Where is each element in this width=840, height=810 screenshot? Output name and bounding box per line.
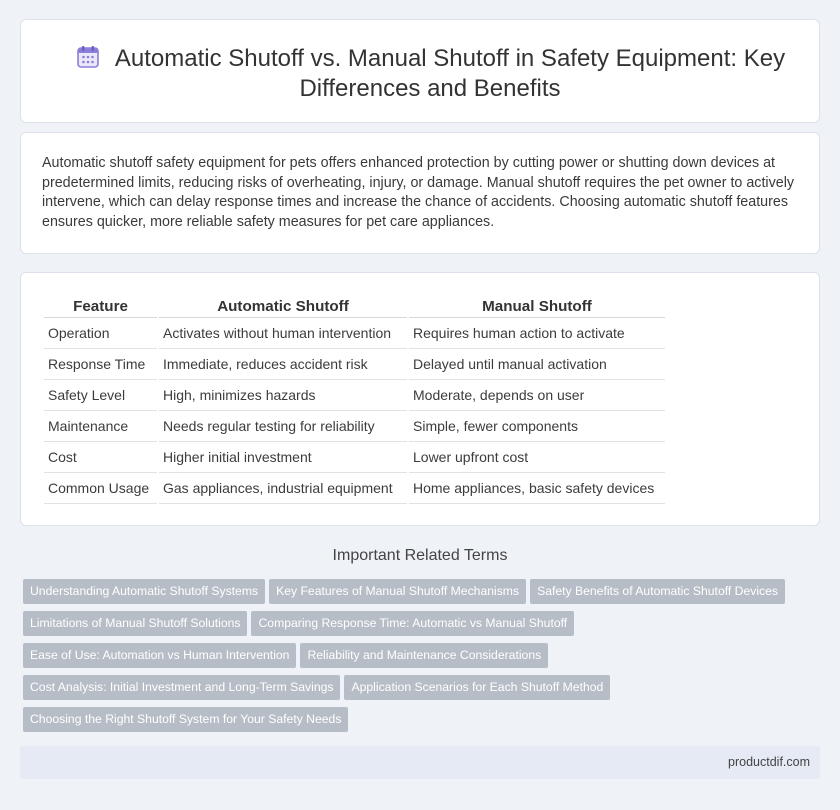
intro-paragraph: Automatic shutoff safety equipment for pets offers enhanced protection by cutting power or shutting down devices at predetermined limits, reducing risks of overheating, injury, or damage. Manual shutoff requires the pet owner to actively intervene, which can delay response times and increase the chance of accidents. Choosing automatic shutoff features ensures quicker, more reliable safety measures for pet care appliances. bbox=[42, 155, 795, 230]
table-cell: Cost bbox=[44, 442, 157, 473]
table-row bbox=[44, 442, 665, 473]
related-term-tag[interactable]: Safety Benefits of Automatic Shutoff Devices bbox=[530, 579, 785, 604]
table-cell: Home appliances, basic safety devices bbox=[409, 473, 665, 504]
table-cell: Requires human action to activate bbox=[409, 318, 665, 349]
related-term-tag[interactable]: Ease of Use: Automation vs Human Intervention bbox=[23, 643, 296, 668]
table-cell: Safety Level bbox=[44, 380, 157, 411]
footer-site-link[interactable]: productdif.com bbox=[728, 755, 810, 769]
table-row bbox=[44, 411, 665, 442]
table-cell: Moderate, depends on user bbox=[409, 380, 665, 411]
table-cell: Maintenance bbox=[44, 411, 157, 442]
related-term-tag[interactable]: Cost Analysis: Initial Investment and Long-Term Savings bbox=[23, 675, 340, 700]
related-term-tag[interactable]: Reliability and Maintenance Considerations bbox=[300, 643, 548, 668]
title-card bbox=[20, 19, 820, 123]
column-header: Automatic Shutoff bbox=[159, 296, 407, 318]
table-cell: Needs regular testing for reliability bbox=[159, 411, 407, 442]
related-term-tag[interactable]: Comparing Response Time: Automatic vs Manual Shutoff bbox=[251, 611, 574, 636]
table-row bbox=[44, 318, 665, 349]
intro-card bbox=[20, 132, 820, 254]
table-cell: High, minimizes hazards bbox=[159, 380, 407, 411]
table-cell: Higher initial investment bbox=[159, 442, 407, 473]
related-term-tag[interactable]: Limitations of Manual Shutoff Solutions bbox=[23, 611, 247, 636]
related-term-tag[interactable]: Understanding Automatic Shutoff Systems bbox=[23, 579, 265, 604]
table-cell: Lower upfront cost bbox=[409, 442, 665, 473]
related-terms-list bbox=[23, 579, 813, 739]
table-cell: Immediate, reduces accident risk bbox=[159, 349, 407, 380]
table-cell: Response Time bbox=[44, 349, 157, 380]
table-cell: Activates without human intervention bbox=[159, 318, 407, 349]
table-cell: Simple, fewer components bbox=[409, 411, 665, 442]
related-term-tag[interactable]: Key Features of Manual Shutoff Mechanisms bbox=[269, 579, 526, 604]
page-title-text: Automatic Shutoff vs. Manual Shutoff in Safety Equipment: Key Differences and Benefits bbox=[114, 45, 786, 102]
related-terms-heading: Important Related Terms bbox=[332, 547, 508, 564]
column-header: Manual Shutoff bbox=[409, 296, 665, 318]
related-term-tag[interactable]: Application Scenarios for Each Shutoff Method bbox=[344, 675, 610, 700]
table-row bbox=[44, 349, 665, 380]
table-cell: Common Usage bbox=[44, 473, 157, 504]
table-header-row bbox=[44, 296, 665, 318]
comparison-table bbox=[42, 296, 667, 504]
table-row bbox=[44, 473, 665, 504]
table-cell: Operation bbox=[44, 318, 157, 349]
table-cell: Gas appliances, industrial equipment bbox=[159, 473, 407, 504]
page-title bbox=[61, 44, 799, 104]
calendar-icon bbox=[75, 44, 101, 70]
table-cell: Delayed until manual activation bbox=[409, 349, 665, 380]
column-header: Feature bbox=[44, 296, 157, 318]
table-row bbox=[44, 380, 665, 411]
footer bbox=[20, 746, 820, 779]
comparison-card bbox=[20, 272, 820, 526]
related-term-tag[interactable]: Choosing the Right Shutoff System for Your Safety Needs bbox=[23, 707, 348, 732]
